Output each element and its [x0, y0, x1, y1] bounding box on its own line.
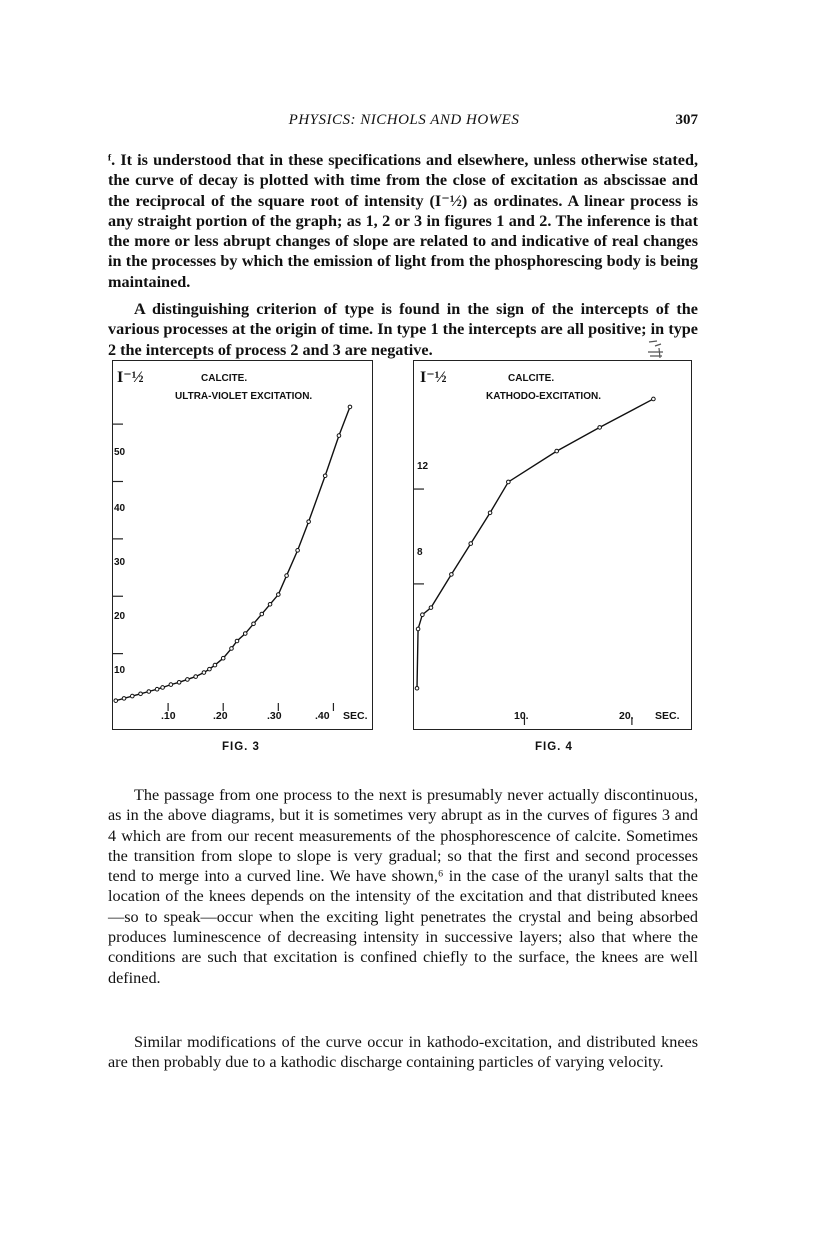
fig3-title: CALCITE. [201, 373, 248, 384]
fig4-data-point-1 [416, 627, 420, 631]
fig3-data-point-7 [169, 683, 173, 687]
figure-3-caption: FIG. 3 [222, 741, 260, 753]
fig3-data-point-9 [186, 678, 190, 682]
fig4-data-point-0 [415, 686, 419, 690]
fig3-data-point-16 [235, 639, 239, 643]
fig4-xtick-20: 20. [619, 710, 634, 722]
fig3-data-point-17 [243, 632, 247, 636]
fig4-data-point-2 [421, 613, 425, 617]
fig4-y-axis-label: I⁻½ [420, 369, 447, 386]
fig3-data-point-25 [323, 474, 327, 478]
fig4-data-point-10 [652, 397, 656, 401]
fig3-data-point-22 [285, 574, 289, 578]
fig4-subtitle: KATHODO-EXCITATION. [486, 391, 601, 402]
annotation-mark-icon [645, 338, 665, 360]
fig4-data-point-9 [598, 426, 602, 430]
fig3-data-point-20 [268, 602, 272, 606]
fig3-data-point-8 [177, 681, 181, 685]
fig3-ytick-50: 50 [114, 447, 126, 458]
fig3-ytick-40: 40 [114, 503, 126, 514]
fig3-ytick-10: 10 [114, 665, 126, 676]
paragraph-4: Similar modifications of the curve occur in kathodo-excitation, and distributed knees are then probably due to a kathodic discharge containing particles of varying velocity. [108, 1033, 698, 1072]
fig4-series-line-0 [417, 399, 653, 688]
fig3-xtick-10: .10 [161, 710, 176, 722]
page-header [108, 112, 700, 134]
fig3-y-axis-label: I⁻½ [117, 369, 144, 386]
fig3-data-point-23 [296, 549, 300, 553]
fig3-data-point-1 [122, 697, 126, 701]
fig3-ytick-20: 20 [114, 611, 126, 622]
fig3-subtitle: ULTRA-VIOLET EXCITATION. [175, 391, 313, 402]
fig3-data-point-19 [260, 612, 264, 616]
paragraph-2: A distinguishing criterion of type is found in the sign of the intercepts of the various processes at the origin of time. In type 1 the intercepts are all positive; in type 2 the intercepts of process 2 and 3 are negative. [108, 300, 698, 359]
fig3-data-point-26 [337, 434, 341, 438]
fig3-data-point-5 [155, 687, 159, 691]
fig4-x-axis-label: SEC. [655, 710, 680, 722]
fig3-data-point-18 [252, 622, 256, 626]
running-title: PHYSICS: NICHOLS AND HOWES [288, 112, 520, 128]
fig4-data-point-8 [555, 449, 559, 453]
fig4-data-point-4 [450, 573, 454, 577]
fig4-data-point-5 [469, 542, 473, 546]
figure-3-chart [112, 360, 373, 730]
fig3-data-point-10 [194, 675, 198, 679]
fig3-xtick-30: .30 [267, 710, 282, 722]
annotation-mark [645, 338, 665, 360]
fig3-data-point-3 [139, 692, 143, 696]
fig4-xtick-10: 10. [514, 710, 529, 722]
fig3-data-point-0 [114, 699, 118, 703]
fig3-data-point-21 [277, 593, 281, 597]
figure-4-caption: FIG. 4 [535, 741, 573, 753]
fig3-data-point-4 [147, 690, 151, 694]
fig3-data-point-14 [221, 656, 225, 660]
fig3-xtick-20: .20 [213, 710, 228, 722]
paragraph-3: The passage from one process to the next is presumably never actually discontinuous, as in the above diagrams, but it is sometimes very abrupt as in the curves of figures 3 and 4 which are from our recent measurements of the phosphorescence of calcite. Sometimes the transition from slope to slope is very gradual; so that the first and second processes tend to merge into a curved line. We have shown,⁶ in the case of the uranyl salts that the location of the knees depends on the intensity of the excitation and that distributed knees —so to speak—occur when the exciting light penetrates the crystal and being absorbed produces luminescence of decreasing intensity in successive layers; also that where the conditions are such that excitation is confined chiefly to the surface, the knees are well defined. [108, 786, 698, 987]
figure-3-plot [113, 361, 372, 729]
fig3-data-point-6 [161, 686, 165, 690]
fig4-ytick-8: 8 [417, 547, 423, 558]
fig3-series-line-0 [116, 407, 350, 701]
fig3-data-point-11 [202, 671, 206, 675]
fig3-ytick-30: 30 [114, 557, 126, 568]
fig3-xtick-40: .40 [315, 710, 330, 722]
fig4-data-point-3 [429, 606, 433, 610]
fig3-data-point-2 [130, 694, 134, 698]
fig4-title: CALCITE. [508, 373, 555, 384]
page-number: 307 [675, 112, 698, 128]
fig3-data-point-27 [348, 405, 352, 409]
fig4-data-point-7 [507, 480, 511, 484]
fig3-x-axis-label: SEC. [343, 710, 368, 722]
fig3-data-point-13 [213, 663, 217, 667]
fig3-data-point-12 [208, 667, 212, 671]
figure-4-plot [414, 361, 691, 729]
fig4-ytick-12: 12 [417, 461, 429, 472]
fig3-data-point-15 [230, 647, 234, 651]
fig3-data-point-24 [307, 520, 311, 524]
figure-4-chart [413, 360, 692, 730]
paragraph-1: ᶠ. It is understood that in these specifications and elsewhere, unless otherwise stated, the curve of decay is plotted with time from the close of excitation as abscissae and the reciprocal of the square root of intensity (I⁻½) as ordinates. A linear process is any straight portion of the graph; as 1, 2 or 3 in figures 1 and 2. The inference is that the more or less abrupt changes of slope are related to and indicative of real changes in the processes by which the emission of light from the phosphorescing body is being maintained. [108, 151, 698, 291]
fig4-data-point-6 [488, 511, 492, 515]
